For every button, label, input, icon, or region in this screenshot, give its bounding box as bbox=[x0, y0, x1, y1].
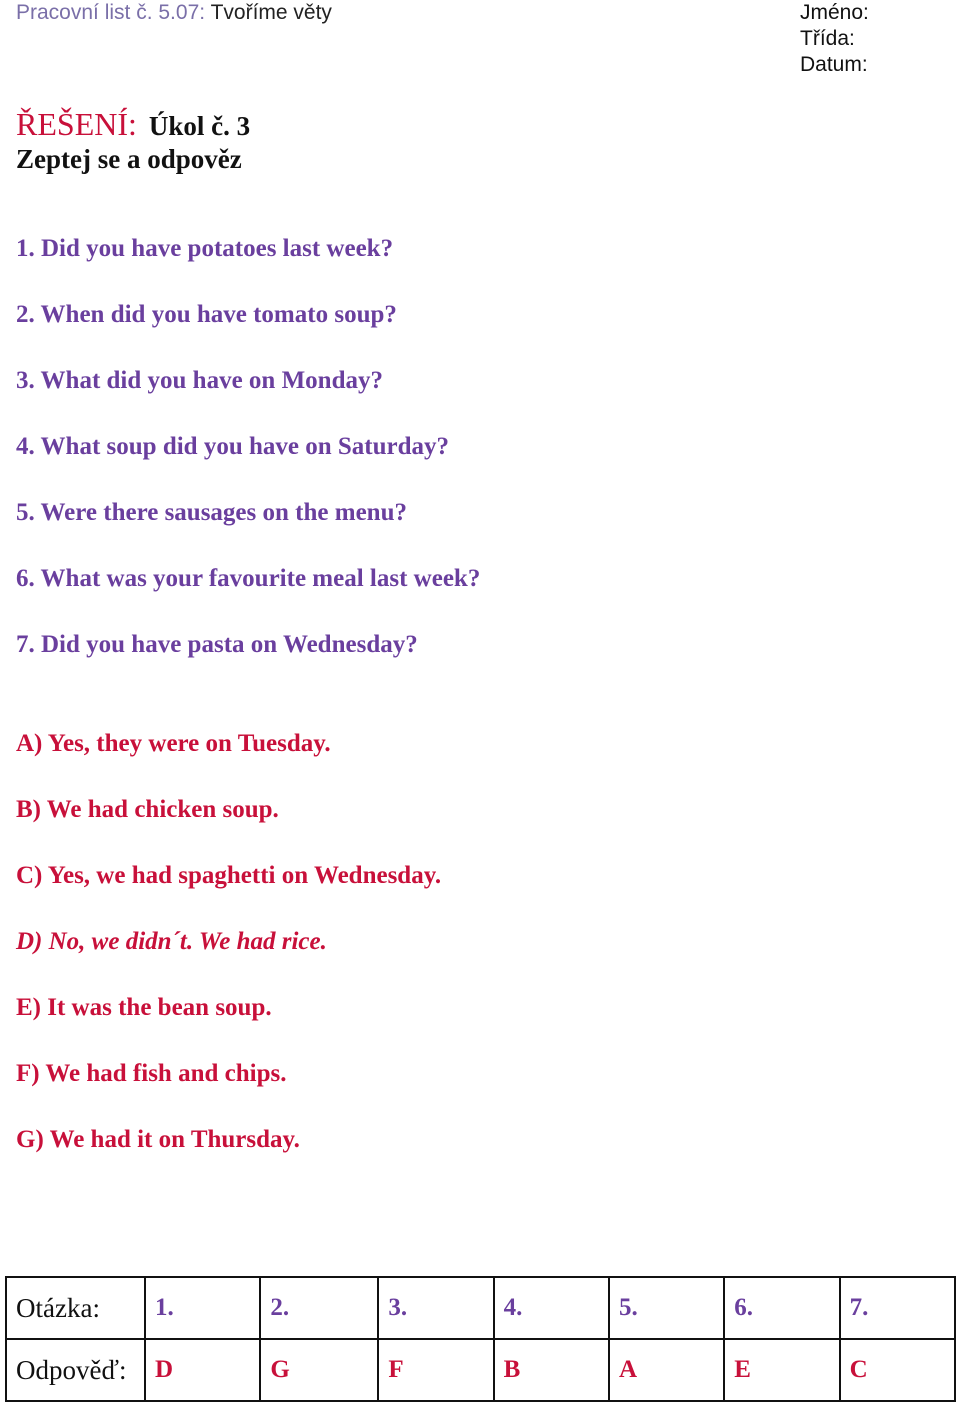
answer-item: D) No, we didn´t. We had rice. bbox=[16, 928, 327, 955]
question-item: 3. What did you have on Monday? bbox=[16, 367, 383, 394]
worksheet-title: Tvoříme věty bbox=[210, 1, 332, 24]
task-instruction: Zeptej se a odpověz bbox=[16, 144, 242, 174]
question-number-row bbox=[6, 1277, 955, 1339]
question-number-cell: 5. bbox=[609, 1277, 724, 1339]
answer-letter-cell: G bbox=[260, 1339, 378, 1401]
question-number-cell: 3. bbox=[378, 1277, 493, 1339]
question-number-cell: 6. bbox=[724, 1277, 839, 1339]
question-number-cell: 4. bbox=[494, 1277, 609, 1339]
answer-letter-cell: A bbox=[609, 1339, 724, 1401]
question-item: 2. When did you have tomato soup? bbox=[16, 301, 397, 328]
question-number-cell: 1. bbox=[145, 1277, 260, 1339]
answer-item: E) It was the bean soup. bbox=[16, 994, 272, 1021]
solution-label: ŘEŠENÍ: bbox=[16, 106, 137, 142]
answer-item: F) We had fish and chips. bbox=[16, 1060, 287, 1087]
answer-key-table bbox=[5, 1276, 956, 1402]
question-item: 4. What soup did you have on Saturday? bbox=[16, 433, 450, 460]
answer-letter-cell: C bbox=[840, 1339, 955, 1401]
question-row-label: Otázka: bbox=[6, 1277, 145, 1339]
answer-letter-cell: E bbox=[724, 1339, 839, 1401]
solution-heading bbox=[16, 104, 250, 146]
answer-item: A) Yes, they were on Tuesday. bbox=[16, 730, 331, 757]
answer-item: B) We had chicken soup. bbox=[16, 796, 279, 823]
question-item: 7. Did you have pasta on Wednesday? bbox=[16, 631, 418, 658]
question-number-cell: 2. bbox=[260, 1277, 378, 1339]
task-number: Úkol č. 3 bbox=[148, 111, 251, 141]
date-field-label: Datum: bbox=[800, 53, 868, 76]
question-item: 5. Were there sausages on the menu? bbox=[16, 499, 407, 526]
student-info-fields bbox=[800, 0, 869, 78]
question-number-cell: 7. bbox=[840, 1277, 955, 1339]
answer-letter-row bbox=[6, 1339, 955, 1401]
answer-row-label: Odpověď: bbox=[6, 1339, 145, 1401]
answer-item: G) We had it on Thursday. bbox=[16, 1126, 300, 1153]
worksheet-header bbox=[16, 0, 332, 26]
answer-letter-cell: D bbox=[145, 1339, 260, 1401]
answer-list bbox=[16, 727, 441, 1189]
question-list bbox=[16, 232, 480, 694]
answer-item: C) Yes, we had spaghetti on Wednesday. bbox=[16, 862, 442, 889]
question-item: 1. Did you have potatoes last week? bbox=[16, 235, 394, 262]
name-field-label: Jméno: bbox=[800, 1, 869, 24]
worksheet-number: Pracovní list č. 5.07: bbox=[16, 1, 206, 24]
question-item: 6. What was your favourite meal last week? bbox=[16, 565, 481, 592]
answer-letter-cell: F bbox=[378, 1339, 493, 1401]
answer-letter-cell: B bbox=[494, 1339, 609, 1401]
class-field-label: Třída: bbox=[800, 27, 855, 50]
